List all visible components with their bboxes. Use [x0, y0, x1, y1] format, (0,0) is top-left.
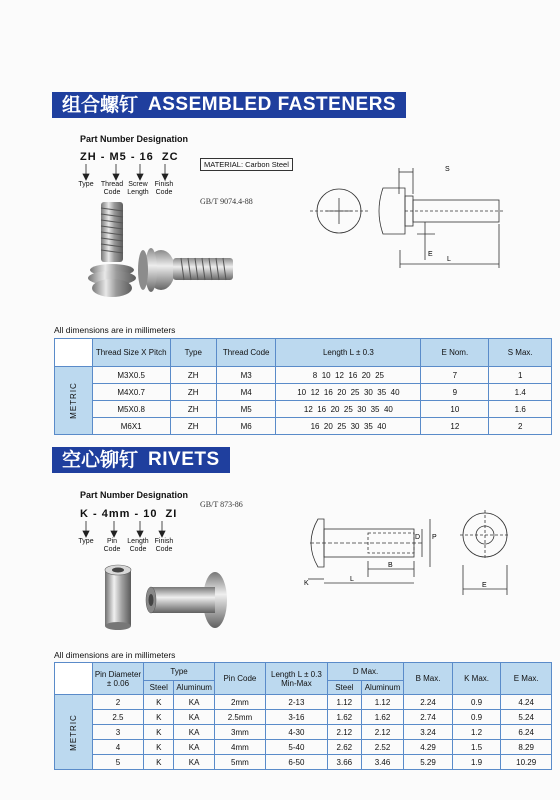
cell: 5mm [214, 755, 265, 770]
code-finish: ZI [165, 508, 178, 520]
cell: 9 [421, 384, 489, 401]
drawing-label-l: L [447, 256, 451, 263]
rivet-technical-drawing [300, 505, 525, 600]
col-type: Type [144, 663, 215, 681]
cell: ZH [170, 418, 216, 435]
cell: 0.9 [452, 710, 501, 725]
table-row [55, 710, 552, 725]
cell: 1.12 [327, 695, 361, 710]
code-sep: - [93, 508, 98, 520]
cell: 5.24 [501, 710, 552, 725]
cell: K [144, 740, 174, 755]
code-length: 16 [139, 151, 154, 163]
cell: 4mm [214, 740, 265, 755]
cell: ZH [170, 401, 216, 418]
cell: 2.74 [404, 710, 453, 725]
col-e: E Nom. [421, 339, 489, 367]
drawing-label-l: L [350, 576, 354, 583]
code-length: 10 [143, 508, 158, 520]
cell: 10 [421, 401, 489, 418]
cell: 2 [489, 418, 552, 435]
cell: 1 [489, 367, 552, 384]
cell: 3.46 [361, 755, 404, 770]
drawing-label-k: K [304, 580, 309, 587]
cell: M4 [216, 384, 276, 401]
cell: 2-13 [265, 695, 327, 710]
col-d-aluminum: Aluminum [361, 681, 404, 695]
cell: 1.62 [361, 710, 404, 725]
cell: 1.9 [452, 755, 501, 770]
cell: ZH [170, 367, 216, 384]
cell: 2 [92, 695, 144, 710]
fasteners-dim-note: All dimensions are in millimeters [54, 325, 176, 335]
cell: 0.9 [452, 695, 501, 710]
fasteners-section-banner [52, 92, 406, 118]
fasteners-title-cn: 组合螺钉 [52, 92, 142, 118]
col-type: Type [170, 339, 216, 367]
fasteners-standard: GB/T 9074.4-88 [200, 197, 253, 206]
cell: 6.24 [501, 725, 552, 740]
code-thread: M5 [109, 151, 127, 163]
cell: M5 [216, 401, 276, 418]
drawing-label-d: D [415, 534, 421, 541]
code-sep: - [100, 151, 106, 163]
cell: 3 [92, 725, 144, 740]
cell: 1.62 [327, 710, 361, 725]
cell: M6 [216, 418, 276, 435]
cell: 10.29 [501, 755, 552, 770]
cell: 5 [92, 755, 144, 770]
code-type: ZH [80, 151, 97, 163]
cell: 2.12 [327, 725, 361, 740]
label-finish-code: Finish Code [154, 181, 174, 196]
cell: 4.29 [404, 740, 453, 755]
drawing-label-e: E [428, 251, 433, 258]
cell: 4-30 [265, 725, 327, 740]
code-type: K [80, 508, 89, 520]
col-b: B Max. [404, 663, 453, 695]
cell: 5.29 [404, 755, 453, 770]
cell: 2.5 [92, 710, 144, 725]
cell: ZH [170, 384, 216, 401]
drawing-label-p: P [432, 534, 437, 541]
drawing-label-b: B [388, 562, 393, 569]
drawing-label-e: E [482, 582, 487, 589]
metric-side-label [55, 367, 93, 435]
code-sep: - [130, 151, 136, 163]
cell: KA [174, 710, 215, 725]
col-pin-code: Pin Code [214, 663, 265, 695]
cell: 3-16 [265, 710, 327, 725]
rivets-title-cn: 空心铆钉 [52, 447, 142, 473]
cell: 5-40 [265, 740, 327, 755]
code-pin: 4mm [101, 508, 131, 520]
rivets-spec-table [54, 662, 552, 770]
cell: KA [174, 755, 215, 770]
col-s: S Max. [489, 339, 552, 367]
cell: K [144, 695, 174, 710]
cell: 1.4 [489, 384, 552, 401]
col-thread-code: Thread Code [216, 339, 276, 367]
cell: K [144, 710, 174, 725]
cell: 8.29 [501, 740, 552, 755]
cell: 4.24 [501, 695, 552, 710]
table-row [55, 418, 552, 435]
cell: K [144, 725, 174, 740]
cell: 3.66 [327, 755, 361, 770]
cell: 12 [421, 418, 489, 435]
rivets-code-labels [73, 538, 177, 554]
table-row [55, 740, 552, 755]
label-type: Type [78, 181, 94, 188]
cell: 1.5 [452, 740, 501, 755]
arrows-svg [82, 164, 192, 182]
blank-cell [55, 663, 93, 695]
metric-text: METRIC [68, 713, 78, 751]
blank-cell [55, 339, 93, 367]
label-finish-code: Finish Code [154, 538, 174, 553]
cell: 2.12 [361, 725, 404, 740]
label-type: Type [78, 538, 94, 545]
label-screw-length: Screw Length [127, 181, 149, 196]
screw-photo [85, 198, 245, 308]
cell: 16 20 25 30 35 40 [276, 418, 421, 435]
cell: 6-50 [265, 755, 327, 770]
cell: KA [174, 695, 215, 710]
cell: K [144, 755, 174, 770]
rivets-standard: GB/T 873-86 [200, 500, 243, 509]
code-finish: ZC [161, 151, 179, 163]
cell: KA [174, 740, 215, 755]
cell: M3 [216, 367, 276, 384]
cell: 4 [92, 740, 144, 755]
label-thread-code: Thread Code [100, 181, 124, 196]
cell: 2.5mm [214, 710, 265, 725]
cell: KA [174, 725, 215, 740]
cell: 2.62 [327, 740, 361, 755]
cell: 1.2 [452, 725, 501, 740]
label-length-code: Length Code [127, 538, 149, 553]
col-type-aluminum: Aluminum [174, 681, 215, 695]
cell: M3X0.5 [92, 367, 170, 384]
drawing-label-s: S [445, 166, 450, 173]
col-length: Length L ± 0.3 Min-Max [265, 663, 327, 695]
cell: M6X1 [92, 418, 170, 435]
cell: 7 [421, 367, 489, 384]
fasteners-code-labels [73, 181, 177, 197]
fasteners-spec-table [54, 338, 552, 435]
col-d-steel: Steel [327, 681, 361, 695]
cell: 12 16 20 25 30 35 40 [276, 401, 421, 418]
table-row [55, 695, 552, 710]
code-sep: - [134, 508, 140, 520]
col-k: K Max. [452, 663, 501, 695]
fasteners-title-en: ASSEMBLED FASTENERS [142, 92, 406, 118]
cell: 10 12 16 20 25 30 35 40 [276, 384, 421, 401]
col-thread: Thread Size X Pitch [92, 339, 170, 367]
rivets-part-code [80, 508, 177, 520]
cell: 3mm [214, 725, 265, 740]
arrows-svg [82, 521, 192, 539]
fasteners-part-code [80, 151, 179, 163]
label-pin-code: Pin Code [103, 538, 121, 553]
cell: 1.6 [489, 401, 552, 418]
screw-technical-drawing [305, 160, 520, 275]
rivets-title-en: RIVETS [142, 447, 230, 473]
col-d: D Max. [327, 663, 403, 681]
cell: M4X0.7 [92, 384, 170, 401]
col-pin-diameter: Pin Diameter ± 0.06 [92, 663, 144, 695]
cell: 8 10 12 16 20 25 [276, 367, 421, 384]
table-row [55, 401, 552, 418]
cell: 3.24 [404, 725, 453, 740]
cell: 2mm [214, 695, 265, 710]
col-e: E Max. [501, 663, 552, 695]
cell: M5X0.8 [92, 401, 170, 418]
table-row [55, 725, 552, 740]
metric-text: METRIC [68, 382, 78, 419]
cell: 2.52 [361, 740, 404, 755]
col-length: Length L ± 0.3 [276, 339, 421, 367]
fasteners-pnd-title: Part Number Designation [80, 134, 189, 144]
table-row [55, 367, 552, 384]
table-row [55, 384, 552, 401]
rivet-photo [95, 560, 255, 640]
rivets-section-banner [52, 447, 230, 473]
table-row [55, 755, 552, 770]
cell: 2.24 [404, 695, 453, 710]
metric-side-label [55, 695, 93, 770]
cell: 1.12 [361, 695, 404, 710]
col-type-steel: Steel [144, 681, 174, 695]
rivets-pnd-title: Part Number Designation [80, 490, 189, 500]
material-label: MATERIAL: Carbon Steel [200, 158, 293, 171]
rivets-dim-note: All dimensions are in millimeters [54, 650, 176, 660]
